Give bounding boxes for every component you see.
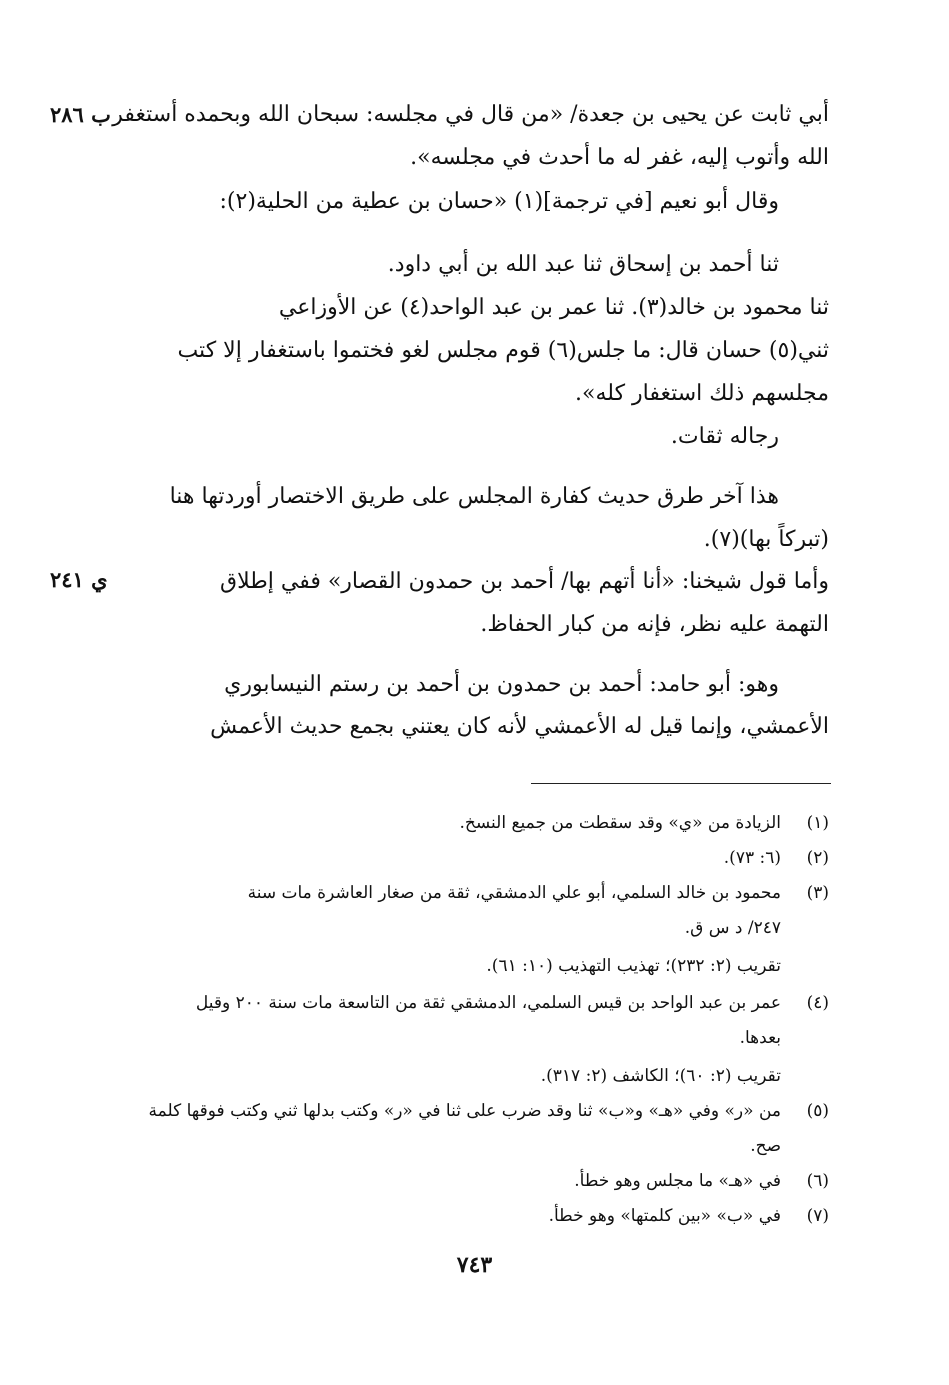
page-number: ٧٤٣ [456, 1252, 493, 1278]
footnote-4-cont-2: تقريب (٢: ٦٠)؛ الكاشف (٢: ٣١٧). [540, 1066, 781, 1086]
text-line-13: وهو: أبو حامد: أحمد بن حمدون بن أحمد بن رستم النيسابوري [224, 672, 779, 697]
footnote-text: (٦: ٧٣). [723, 848, 781, 868]
footnote-separator [531, 783, 831, 784]
footnote-text: من «ر» وفي «هـ» و«ب» ثنا وقد ضرب على ثنا في «ر» وكتب بدلها ثني وكتب فوقها كلمة [148, 1101, 781, 1121]
text-line-1: أبي ثابت عن يحيى بن جعدة/ «من قال في مجلسه: سبحان الله وبحمده أستغفر [112, 102, 829, 127]
footnote-number: (٤) [806, 993, 829, 1013]
footnote-number: (٥) [806, 1101, 829, 1121]
text-line-9: هذا آخر طرق حديث كفارة المجلس على طريق الاختصار أوردتها هنا [169, 484, 779, 509]
footnote-text: عمر بن عبد الواحد بن قيس السلمي، الدمشقي ثقة من التاسعة مات سنة ٢٠٠ وقيل [195, 993, 781, 1013]
text-line-8: رجاله ثقات. [670, 424, 779, 449]
text-line-11: وأما قول شيخنا: «أنا أتهم بها/ أحمد بن حمدون القصار» ففي إطلاق [220, 569, 829, 594]
text-line-5: ثنا محمود بن خالد(٣). ثنا عمر بن عبد الواحد(٤) عن الأوزاعي [278, 295, 829, 320]
footnote-3 [135, 880, 829, 906]
footnote-5-cont-1: صح. [750, 1136, 781, 1156]
footnote-number: (١) [806, 813, 829, 833]
footnote-text: الزيادة من «ي» وقد سقطت من جميع النسخ. [459, 813, 781, 833]
text-line-12: التهمة عليه نظر، فإنه من كبار الحفاظ. [480, 612, 829, 637]
footnote-7 [135, 1203, 829, 1229]
footnote-1 [135, 810, 829, 836]
text-line-14: الأعمشي، وإنما قيل له الأعمشي لأنه كان يعتني بجمع حديث الأعمش [210, 714, 829, 739]
text-line-10: (تبركاً بها)(٧). [703, 527, 829, 552]
footnote-text: في «هـ» ما مجلس وهو خطأ. [574, 1171, 781, 1191]
footnote-text: في «ب» «بين كلمتها» وهو خطأ. [548, 1206, 781, 1226]
footnote-number: (٢) [806, 848, 829, 868]
footnote-2 [135, 845, 829, 871]
text-line-4: ثنا أحمد بن إسحاق ثنا عبد الله بن أبي داود. [387, 252, 779, 277]
footnote-5 [135, 1098, 829, 1124]
margin-reference-y241: ي ٢٤١ [50, 567, 108, 592]
footnote-6 [135, 1168, 829, 1194]
footnote-3-cont-1: ٢٤٧/ د س ق. [684, 918, 781, 938]
footnote-number: (٣) [806, 883, 829, 903]
footnote-text: محمود بن خالد السلمي، أبو علي الدمشقي، ثقة من صغار العاشرة مات سنة [247, 883, 781, 903]
footnote-3-cont-2: تقريب (٢: ٢٣٢)؛ تهذيب التهذيب (١٠: ٦١). [486, 956, 781, 976]
text-line-2: الله وأتوب إليه، غفر له ما أحدث في مجلسه». [410, 145, 829, 170]
text-line-3: وقال أبو نعيم [في ترجمة](١) «حسان بن عطية من الحلية(٢): [219, 189, 779, 214]
text-line-6: ثني(٥) حسان قال: ما جلس(٦) قوم مجلس لغو فختموا باستغفار إلا كتب [177, 338, 829, 363]
text-line-7: مجلسهم ذلك استغفار كله». [575, 381, 829, 406]
footnote-4-cont-1: بعدها. [739, 1028, 781, 1048]
footnote-number: (٧) [806, 1206, 829, 1226]
footnote-number: (٦) [806, 1171, 829, 1191]
margin-reference-b286: ب ٢٨٦ [50, 102, 111, 127]
footnote-4 [135, 990, 829, 1016]
